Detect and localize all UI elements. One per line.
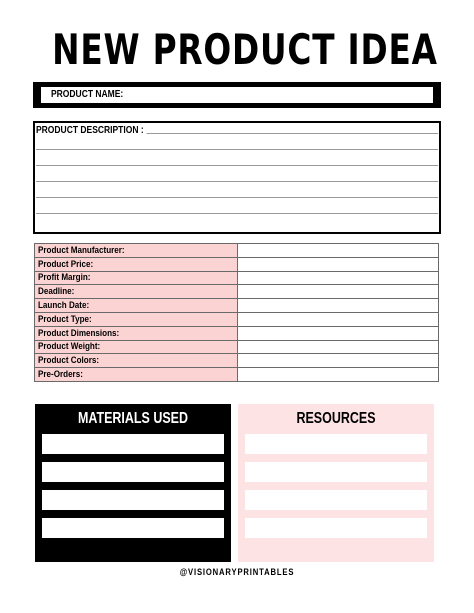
product-description-label: PRODUCT DESCRIPTION :: [36, 125, 146, 136]
spec-value-field[interactable]: [238, 299, 439, 313]
spec-value-field[interactable]: [238, 312, 439, 326]
spec-value-field[interactable]: [238, 326, 439, 340]
footer-credit: @VISIONARYPRINTABLES: [179, 567, 295, 577]
description-line: [36, 213, 438, 214]
description-line: [135, 133, 438, 134]
spec-label: [35, 312, 238, 326]
table-row: [35, 340, 439, 354]
spec-label: [35, 285, 238, 299]
product-name-bar: [33, 82, 441, 108]
spec-value-field[interactable]: [238, 271, 439, 285]
spec-label-text: Product Price:: [38, 258, 94, 270]
spec-label: [35, 368, 238, 382]
table-row: [35, 368, 439, 382]
materials-used-panel: [35, 404, 231, 562]
spec-label: [35, 244, 238, 258]
materials-entry-field[interactable]: [42, 462, 224, 482]
table-row: [35, 271, 439, 285]
spec-label-text: Product Colors:: [38, 355, 100, 367]
description-line: [36, 197, 438, 198]
table-row: [35, 299, 439, 313]
spec-value-field[interactable]: [238, 257, 439, 271]
table-row: [35, 354, 439, 368]
spec-label-text: Product Weight:: [38, 341, 101, 353]
spec-value-field[interactable]: [238, 340, 439, 354]
description-line: [36, 181, 438, 182]
materials-entry-field[interactable]: [42, 434, 224, 454]
materials-entry-field[interactable]: [42, 490, 224, 510]
spec-label: [35, 299, 238, 313]
materials-used-title: MATERIALS USED: [77, 410, 189, 427]
resources-entry-field[interactable]: [245, 462, 427, 482]
table-row: [35, 257, 439, 271]
table-row: [35, 285, 439, 299]
spec-label: [35, 326, 238, 340]
product-description-box[interactable]: [33, 121, 441, 234]
spec-value-field[interactable]: [238, 285, 439, 299]
table-row: [35, 326, 439, 340]
product-name-field[interactable]: [41, 87, 433, 103]
resources-title: RESOURCES: [296, 410, 376, 427]
spec-label-text: Deadline:: [38, 286, 75, 298]
spec-value-field[interactable]: [238, 368, 439, 382]
spec-label: [35, 340, 238, 354]
spec-label: [35, 354, 238, 368]
spec-label: [35, 271, 238, 285]
description-line: [36, 149, 438, 150]
resources-panel: [238, 404, 434, 562]
description-line: [36, 165, 438, 166]
spec-label-text: Profit Margin:: [38, 272, 91, 284]
product-name-label: PRODUCT NAME:: [51, 89, 124, 100]
page-title: NEW PRODUCT IDEA: [52, 25, 438, 74]
spec-label-text: Product Type:: [38, 313, 92, 325]
spec-value-field[interactable]: [238, 354, 439, 368]
product-specs-table: [34, 243, 439, 382]
resources-entry-field[interactable]: [245, 490, 427, 510]
materials-entry-field[interactable]: [42, 518, 224, 538]
spec-value-field[interactable]: [238, 244, 439, 258]
resources-entry-field[interactable]: [245, 518, 427, 538]
spec-label-text: Launch Date:: [38, 300, 90, 312]
spec-label-text: Pre-Orders:: [38, 369, 83, 381]
spec-label-text: Product Manufacturer:: [38, 244, 125, 256]
table-row: [35, 244, 439, 258]
spec-label-text: Product Dimensions:: [38, 327, 120, 339]
table-row: [35, 312, 439, 326]
resources-entry-field[interactable]: [245, 434, 427, 454]
spec-label: [35, 257, 238, 271]
